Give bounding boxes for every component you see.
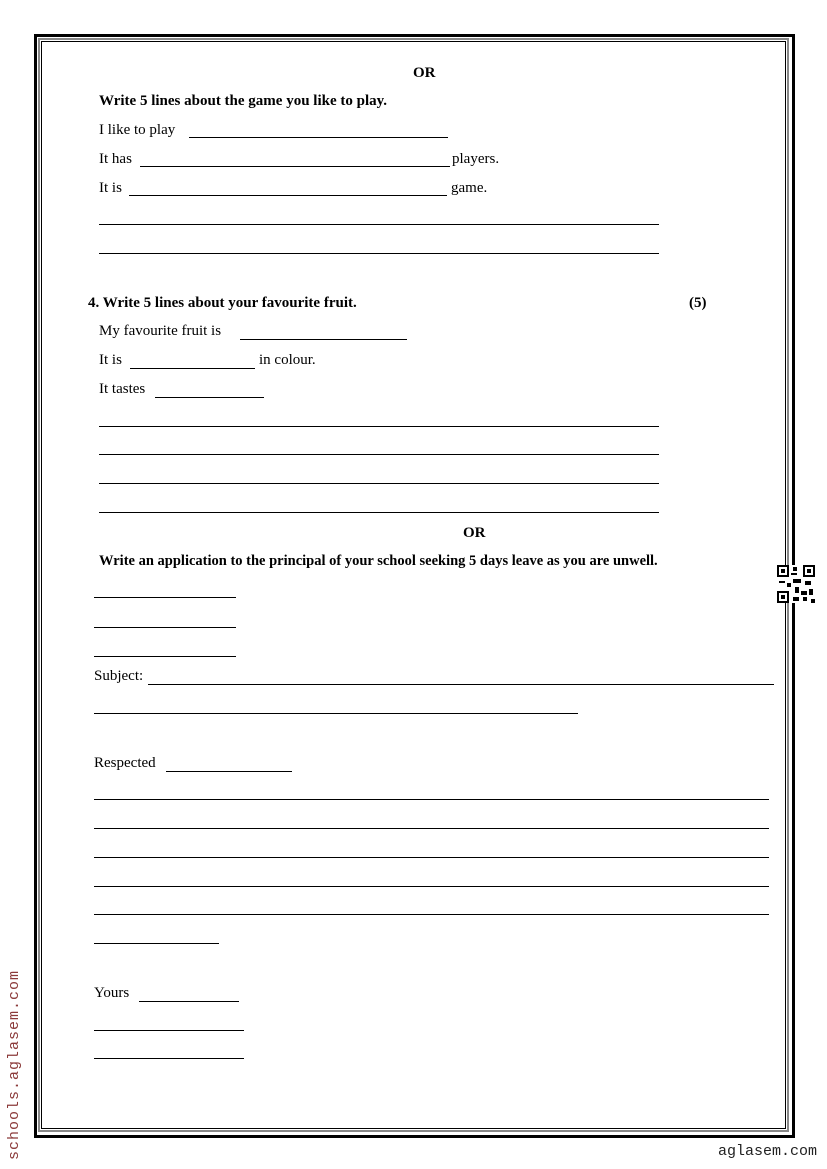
- blank-line: [140, 166, 450, 167]
- line-like-to-play: I like to play: [99, 122, 176, 138]
- blank-line: [139, 1001, 239, 1002]
- game-label: game.: [451, 180, 488, 196]
- writing-line: [94, 828, 769, 829]
- watermark-right: aglasem.com: [717, 1143, 817, 1160]
- signature-line: [94, 1030, 244, 1031]
- marks: (5): [689, 295, 707, 311]
- writing-line: [99, 224, 659, 225]
- players-label: players.: [452, 151, 500, 167]
- question-fruit: 4. Write 5 lines about your favourite fruit.: [88, 295, 357, 311]
- subject-label: Subject:: [94, 668, 144, 684]
- blank-line: [240, 339, 407, 340]
- page-border-inner: [41, 41, 786, 1129]
- closing: Yours: [94, 985, 130, 1001]
- line-it-is: It is: [99, 352, 122, 368]
- writing-line: [94, 914, 769, 915]
- colour-label: in colour.: [259, 352, 316, 368]
- writing-line: [94, 886, 769, 887]
- question-game: Write 5 lines about the game you like to play.: [99, 93, 388, 109]
- writing-line: [94, 943, 219, 944]
- writing-line: [94, 857, 769, 858]
- writing-line: [99, 426, 659, 427]
- writing-line: [99, 483, 659, 484]
- subject-line: [148, 684, 774, 685]
- writing-line: [94, 799, 769, 800]
- signature-line: [94, 1058, 244, 1059]
- line-favourite-fruit: My favourite fruit is: [99, 323, 222, 339]
- salutation: Respected: [94, 755, 156, 771]
- blank-line: [130, 368, 255, 369]
- writing-line: [99, 512, 659, 513]
- watermark-left: schools.aglasem.com: [6, 969, 23, 1160]
- blank-line: [166, 771, 292, 772]
- line-it-is: It is: [99, 180, 122, 196]
- blank-line: [155, 397, 264, 398]
- line-it-has: It has: [99, 151, 132, 167]
- blank-line: [189, 137, 448, 138]
- or-label: OR: [463, 525, 486, 541]
- writing-line: [99, 454, 659, 455]
- question-application: Write an application to the principal of your school seeking 5 days leave as you are unwell.: [99, 553, 658, 569]
- writing-line: [99, 253, 659, 254]
- subject-line: [94, 713, 578, 714]
- address-line: [94, 627, 236, 628]
- line-it-tastes: It tastes: [99, 381, 146, 397]
- address-line: [94, 656, 236, 657]
- blank-line: [129, 195, 447, 196]
- qr-code-icon: [777, 565, 815, 603]
- or-label: OR: [413, 65, 436, 81]
- address-line: [94, 597, 236, 598]
